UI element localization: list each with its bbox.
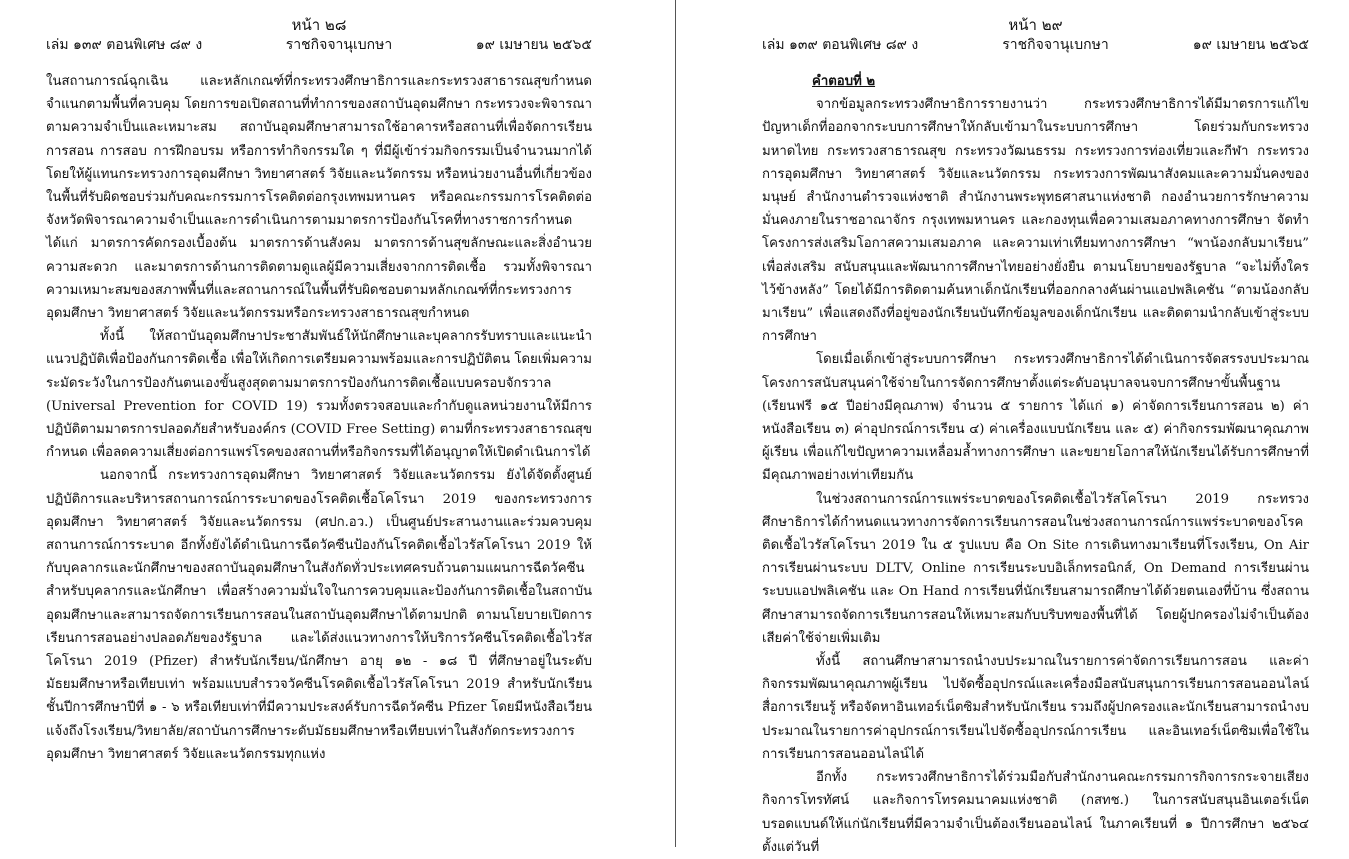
right-header-publication: ราชกิจจานุเบกษา: [1002, 37, 1109, 53]
right-paragraph-1: จากข้อมูลกระทรวงศึกษาธิการรายงานว่า กระทรวงศึกษาธิการได้มีมาตรการแก้ไขปัญหาเด็กที่ออกจากระบบการศึกษาให้กลับเข้ามาในระบบการศึกษา โดยร่วมกับกระทรวงมหาดไทย กระทรวงสาธารณสุข กระทรวงวัฒนธรรม กระทรวงการท่องเที่ยวและกีฬา กระทรวงการอุดมศึกษา วิทยาศาสตร์ วิจัยและนวัตกรรม กระทรวงการพัฒนาสังคมและความมั่นคงของมนุษย์ สำนักงานตำรวจแห่งชาติ สำนักงานพระพุทธศาสนาแห่งชาติ กองอำนวยการรักษาความมั่นคงภายในราชอาณาจักร กรุงเทพมหานคร และกองทุนเพื่อความเสมอภาคทางการศึกษา จัดทำโครงการส่งเสริมโอกาสความเสมอภาค และความเท่าเทียมทางการศึกษา “พาน้องกลับมาเรียน” เพื่อส่งเสริม สนับสนุนและพัฒนาการศึกษาไทยอย่างยั่งยืน ตามนโยบายของรัฐบาล “จะไม่ทิ้งใคร ไว้ข้างหลัง” โดยได้มีการติดตามค้นหาเด็กนักเรียนที่ออกกลางคันผ่านแอปพลิเคชัน “ตามน้องกลับมาเรียน” เพื่อแสดงถึงที่อยู่ของนักเรียนบันทึกข้อมูลของเด็กนักเรียน และติดตามนำกลับเข้าสู่ระบบการศึกษา: [762, 97, 1309, 345]
right-page-header: [762, 36, 1309, 62]
right-header-date: ๑๙ เมษายน ๒๕๖๕: [1192, 37, 1309, 53]
left-paragraph-2: ทั้งนี้ ให้สถาบันอุดมศึกษาประชาสัมพันธ์ให้นักศึกษาและบุคลากรรับทราบและแนะนำแนวปฏิบัติเพื่อป้องกันการติดเชื้อ เพื่อให้เกิดการเตรียมความพร้อมและการปฏิบัติตน โดยเพิ่มความระมัดระวังในการป้องกันตนเองขั้นสูงสุดตามมาตรการป้องกันการติดเชื้อแบบครอบจักรวาล (Universal Prevention for COVID 19) รวมทั้งตรวจสอบและกำกับดูแลหน่วยงานให้มีการปฏิบัติตามมาตรการปลอดภัยสำหรับองค์กร (COVID Free Setting) ตามที่กระทรวงสาธารณสุขกำหนด เพื่อลดความเสี่ยงต่อการแพร่โรคของสถานที่หรือกิจกรรมที่ได้อนุญาตให้เปิดดำเนินการได้: [46, 329, 592, 461]
right-page-body: [762, 70, 1309, 859]
right-header-volume: เล่ม ๑๓๙ ตอนพิเศษ ๘๙ ง: [762, 37, 919, 53]
right-paragraph-3: ในช่วงสถานการณ์การแพร่ระบาดของโรคติดเชื้อไวรัสโคโรนา 2019 กระทรวงศึกษาธิการได้กำหนดแนวทางการจัดการเรียนการสอนในช่วงสถานการณ์การแพร่ระบาดของโรคติดเชื้อไวรัสโคโรนา 2019 ใน ๕ รูปแบบ คือ On Site การเดินทางมาเรียนที่โรงเรียน, On Air การเรียนผ่านระบบ DLTV, Online การเรียนระบบอิเล็กทรอนิกส์, On Demand การเรียนผ่านระบบแอปพลิเคชัน และ On Hand การเรียนที่นักเรียนสามารถศึกษาได้ด้วยตนเองที่บ้าน ซึ่งสถานศึกษาสามารถจัดการเรียนการสอนให้เหมาะสมกับบริบทของพื้นที่ได้ โดยผู้ปกครองไม่จำเป็นต้องเสียค่าใช้จ่ายเพิ่มเติม: [762, 491, 1309, 646]
left-header-publication: ราชกิจจานุเบกษา: [285, 37, 393, 53]
left-paragraph-3: นอกจากนี้ กระทรวงการอุดมศึกษา วิทยาศาสตร์ วิจัยและนวัตกรรม ยังได้จัดตั้งศูนย์ปฏิบัติการและบริหารสถานการณ์การระบาดของโรคติดเชื้อโคโรนา 2019 ของกระทรวงการอุดมศึกษา วิทยาศาสตร์ วิจัยและนวัตกรรม (ศปก.อว.) เป็นศูนย์ประสานงานและร่วมควบคุมสถานการณ์การระบาด อีกทั้งยังได้ดำเนินการฉีดวัคซีนป้องกันโรคติดเชื้อไวรัสโคโรนา 2019 ให้กับบุคลากรและนักศึกษาของสถาบันอุดมศึกษาในสังกัดทั่วประเทศครบถ้วนตามแผนการฉีดวัคซีนสำหรับบุคลากรและนักศึกษา เพื่อสร้างความมั่นใจในการควบคุมและป้องกันการติดเชื้อในสถาบันอุดมศึกษาและสามารถจัดการเรียนการสอนในสถาบันอุดมศึกษาได้ตามปกติ ตามนโยบายเปิดการเรียนการสอนอย่างปลอดภัยของรัฐบาล และได้ส่งแนวทางการให้บริการวัคซีนโรคติดเชื้อไวรัสโคโรนา 2019 (Pfizer) สำหรับนักเรียน/นักศึกษา อายุ ๑๒ - ๑๘ ปี ที่ศึกษาอยู่ในระดับมัธยมศึกษาหรือเทียบเท่า พร้อมแบบสำรวจวัคซีนโรคติดเชื้อไวรัสโคโรนา 2019 สำหรับนักเรียนชั้นปีการศึกษาปีที่ ๑ - ๖ หรือเทียบเท่าที่มีความประสงค์รับการฉีดวัคซีน Pfizer โดยมีหนังสือเวียนแจ้งถึงโรงเรียน/วิทยาลัย/สถาบันการศึกษาระดับมัธยมศึกษาหรือเทียบเท่าในสังกัดกระทรวงการอุดมศึกษา วิทยาศาสตร์ วิจัยและนวัตกรรมทุกแห่ง: [46, 468, 592, 762]
right-paragraph-2: โดยเมื่อเด็กเข้าสู่ระบบการศึกษา กระทรวงศึกษาธิการได้ดำเนินการจัดสรรงบประมาณโครงการสนับสนุนค่าใช้จ่ายในการจัดการศึกษาตั้งแต่ระดับอนุบาลจนจบการศึกษาขั้นพื้นฐาน (เรียนฟรี ๑๕ ปีอย่างมีคุณภาพ) จำนวน ๕ รายการ ได้แก่ ๑) ค่าจัดการเรียนการสอน ๒) ค่าหนังสือเรียน ๓) ค่าอุปกรณ์การเรียน ๔) ค่าเครื่องแบบนักเรียน และ ๕) ค่ากิจกรรมพัฒนาคุณภาพผู้เรียน เพื่อแก้ไขปัญหาความเหลื่อมล้ำทางการศึกษา และขยายโอกาสให้นักเรียนได้รับการศึกษาที่มีคุณภาพอย่างเท่าเทียมกัน: [762, 352, 1309, 484]
left-header-date: ๑๙ เมษายน ๒๕๖๕: [475, 37, 592, 53]
answer-heading: คำตอบที่ ๒: [812, 74, 876, 89]
right-paragraph-5: อีกทั้ง กระทรวงศึกษาธิการได้ร่วมมือกับสำนักงานคณะกรรมการกิจการกระจายเสียง กิจการโทรทัศน์ และกิจการโทรคมนาคมแห่งชาติ (กสทช.) ในการสนับสนุนอินเตอร์เน็ตบรอดแบนด์ให้แก่นักเรียนที่มีความจำเป็นต้องเรียนออนไลน์ ในภาคเรียนที่ ๑ ปีการศึกษา ๒๕๖๔ ตั้งแต่วันที่: [762, 770, 1309, 855]
left-header-volume: เล่ม ๑๓๙ ตอนพิเศษ ๘๙ ง: [46, 37, 203, 53]
left-page-number: หน้า ๒๘: [291, 16, 347, 34]
right-paragraph-4: ทั้งนี้ สถานศึกษาสามารถนำงบประมาณในรายการค่าจัดการเรียนการสอน และค่ากิจกรรมพัฒนาคุณภาพผู้เรียน ไปจัดซื้ออุปกรณ์และเครื่องมือสนับสนุนการเรียนการสอนออนไลน์ สื่อการเรียนรู้ หรือจัดหาอินเทอร์เน็ตซิมสำหรับนักเรียน รวมถึงผู้ปกครองและนักเรียนสามารถนำงบประมาณในรายการค่าอุปกรณ์การเรียนไปจัดซื้ออุปกรณ์การเรียน และอินเทอร์เน็ตซิมเพื่อใช้ในการเรียนการสอนออนไลน์ได้: [762, 654, 1309, 762]
left-paragraph-1: ในสถานการณ์ฉุกเฉิน และหลักเกณฑ์ที่กระทรวงศึกษาธิการและกระทรวงสาธารณสุขกำหนด จำแนกตามพื้นที่ควบคุม โดยการขอเปิดสถานที่ทำการของสถาบันอุดมศึกษา กระทรวงจะพิจารณาตามความจำเป็นและเหมาะสม สถาบันอุดมศึกษาสามารถใช้อาคารหรือสถานที่เพื่อจัดการเรียนการสอน การสอบ การฝึกอบรม หรือการทำกิจกรรมใด ๆ ที่มีผู้เข้าร่วมกิจกรรมเป็นจำนวนมากได้ โดยให้ผู้แทนกระทรวงการอุดมศึกษา วิทยาศาสตร์ วิจัยและนวัตกรรม หรือหน่วยงานอื่นที่เกี่ยวข้องในพื้นที่รับผิดชอบร่วมกับคณะกรรมการโรคติดต่อกรุงเทพมหานคร หรือคณะกรรมการโรคติดต่อจังหวัดพิจารณาความจำเป็นและการดำเนินการตามมาตรการป้องกันโรคที่ทางราชการกำหนด ได้แก่ มาตรการคัดกรองเบื้องต้น มาตรการด้านสังคม มาตรการด้านสุขลักษณะและสิ่งอำนวยความสะดวก และมาตรการด้านการติดตามดูแลผู้มีความเสี่ยงจากการติดเชื้อ รวมทั้งพิจารณาความเหมาะสมของสภาพพื้นที่และสถานการณ์ในพื้นที่รับผิดชอบตามหลักเกณฑ์ที่กระทรวงการอุดมศึกษา วิทยาศาสตร์ วิจัยและนวัตกรรมหรือกระทรวงสาธารณสุขกำหนด: [46, 74, 592, 322]
right-page-number: หน้า ๒๙: [1008, 16, 1063, 34]
